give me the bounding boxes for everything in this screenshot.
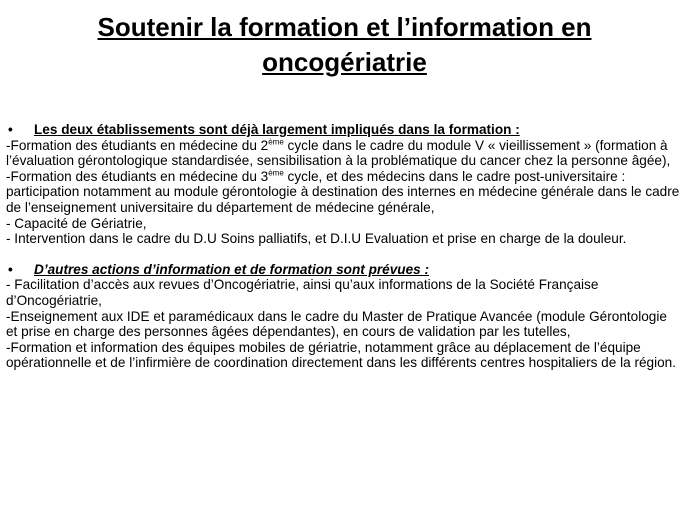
section-heading-text: D’autres actions d’information et de formation sont prévues : bbox=[34, 261, 430, 277]
list-item: - Facilitation d’accès aux revues d’Oncogériatrie, ainsi qu’aux informations de la Société Française d’Oncogériatrie, bbox=[6, 277, 599, 308]
list-item: - Intervention dans le cadre du D.U Soins palliatifs, et D.I.U Evaluation et prise en charge de la douleur. bbox=[6, 231, 627, 247]
list-item: -Formation des étudiants en médecine du 2ème cycle dans le cadre du module V « vieillissement » (formation à l’évaluation gérontologique standardisée, sensibilisation à la problématique du cancer chez la personne âgée), bbox=[6, 137, 671, 169]
slide-body bbox=[6, 122, 682, 371]
list-item: -Formation et information des équipes mobiles de gériatrie, notamment grâce au déplacement de l’équipe opérationnelle et de l’infirmière de coordination directement dans les différents centres hospitaliers de la région. bbox=[6, 339, 677, 371]
list-item: - Capacité de Gériatrie, bbox=[6, 215, 147, 231]
slide-title-line-1: Soutenir la formation et l’information en bbox=[97, 12, 592, 42]
list-item: -Formation des étudiants en médecine du 3ème cycle, et des médecins dans le cadre post-universitaire : participation notamment au module gérontologie à destination des internes en médecine générale dans le cadre de l’enseignement universitaire du département de médecine générale, bbox=[6, 168, 680, 215]
section-heading-text: Les deux établissements sont déjà largement impliqués dans la formation : bbox=[34, 122, 520, 137]
section-heading bbox=[6, 122, 682, 138]
list-item: -Enseignement aux IDE et paramédicaux dans le cadre du Master de Pratique Avancée (module Gérontologie et prise en charge des personnes âgées dépendantes), en cours de validation par les tutelles, bbox=[6, 308, 667, 340]
slide-title bbox=[0, 10, 689, 80]
section-heading bbox=[6, 262, 682, 278]
slide-title-line-2: oncogériatrie bbox=[262, 47, 427, 77]
section-spacer bbox=[6, 247, 682, 262]
bullet-icon: • bbox=[8, 122, 13, 137]
bullet-icon: • bbox=[8, 261, 13, 277]
